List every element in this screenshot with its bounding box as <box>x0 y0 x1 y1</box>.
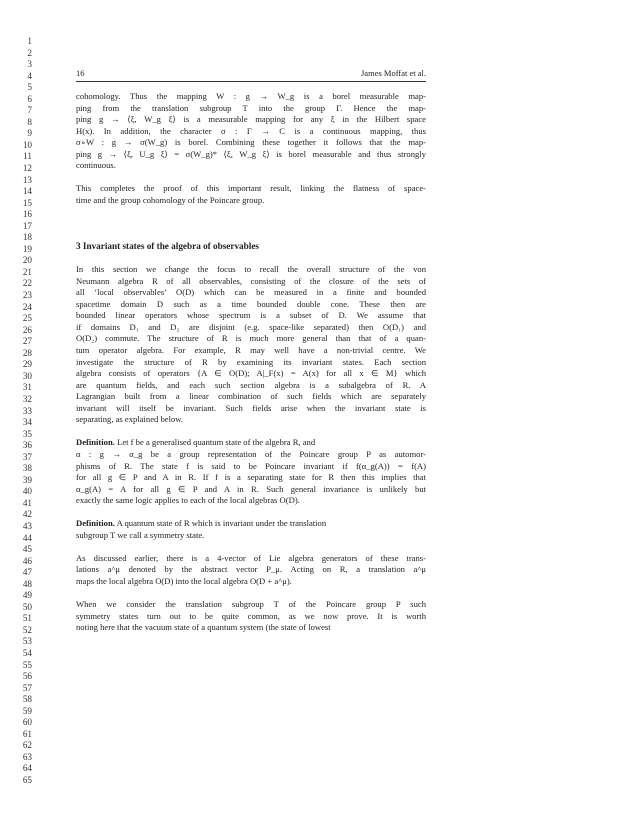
line-number: 6 <box>27 93 32 104</box>
text-line: spacetime domain D such as a time bounded double cone. These then are <box>76 298 426 309</box>
text-line: invariant will itself be invariant. Such fields arise when the invariant state is <box>76 402 426 413</box>
line-number: 56 <box>22 671 32 682</box>
body-text <box>76 91 426 634</box>
line-number: 10 <box>22 139 32 150</box>
line-number: 25 <box>22 313 32 324</box>
definition-1 <box>76 437 426 506</box>
line-number: 38 <box>22 463 32 474</box>
text-line: subgroup T we call a symmetry state. <box>76 529 205 540</box>
line-number: 64 <box>22 763 32 774</box>
text-line: are quantum fields, and each such section algebra is a subalgebra of R. A <box>76 379 426 390</box>
line-number: 44 <box>22 532 32 543</box>
line-number: 4 <box>27 70 32 81</box>
running-authors: James Moffat et al. <box>361 68 426 78</box>
text-line: ping from the translation subgroup T into the group Γ. Hence the map- <box>76 102 426 113</box>
line-number: 54 <box>22 647 32 658</box>
definition-1-line: Let f be a generalised quantum state of the algebra R, and <box>114 437 316 448</box>
line-number: 9 <box>27 128 32 139</box>
line-number: 51 <box>22 613 32 624</box>
text-line: lations a^μ denoted by the abstract vector P_μ. Acting on R, a translation a^μ <box>76 564 426 575</box>
line-number: 11 <box>23 151 32 162</box>
text-line: Neumann algebra R of all observables, consisting of the closure of the sets of <box>76 275 426 286</box>
line-number: 41 <box>22 497 32 508</box>
text-line: O(D₂) commute. The structure of R is much more general than that of a quan- <box>76 333 426 344</box>
text-line: tum operator algebra. For example, R may well have a non-trivial centre. We <box>76 345 426 356</box>
line-number: 39 <box>22 474 32 485</box>
line-number: 8 <box>27 116 32 127</box>
line-number: 1 <box>27 36 32 46</box>
line-number: 53 <box>22 636 32 647</box>
line-number: 60 <box>22 717 32 728</box>
text-line: α : g → α_g be a group representation of the Poincare group P as automor- <box>76 448 426 459</box>
text-line: ping g → ⟨ξ, W_g ξ⟩ is a measurable mapping for any ξ in the Hilbert space <box>76 114 426 125</box>
line-number: 47 <box>22 567 32 578</box>
text-line: phisms of R. The state f is said to be Poincare invariant if f(α_g(A)) = f(A) <box>76 460 426 471</box>
line-number: 57 <box>22 682 32 693</box>
line-number: 17 <box>22 220 32 231</box>
line-number: 7 <box>27 105 32 116</box>
text-line: for all g ∈ P and A in R. If f is a separating state for R then this implies that <box>76 472 426 483</box>
line-number: 46 <box>22 555 32 566</box>
line-number: 42 <box>22 509 32 520</box>
line-number: 24 <box>22 301 32 312</box>
paragraph-3 <box>76 264 426 426</box>
text-line: exactly the same logic applies to each of the local algebras O(D). <box>76 495 300 506</box>
line-number: 27 <box>22 336 32 347</box>
line-number: 61 <box>22 728 32 739</box>
section-title: 3 Invariant states of the algebra of observables <box>76 241 259 252</box>
text-line: symmetry states turn out to be quite common, as we now prove. It is worth <box>76 610 426 621</box>
line-number: 23 <box>22 290 32 301</box>
line-number: 14 <box>22 186 32 197</box>
line-number: 28 <box>22 347 32 358</box>
line-number: 35 <box>22 428 32 439</box>
text-line: When we consider the translation subgroup T of the Poincare group P such <box>76 599 426 610</box>
line-number: 33 <box>22 405 32 416</box>
line-number: 21 <box>22 266 32 277</box>
line-number: 40 <box>22 486 32 497</box>
line-number: 58 <box>22 694 32 705</box>
line-number: 43 <box>22 520 32 531</box>
text-line: time and the group cohomology of the Poincare group. <box>76 194 265 205</box>
definition-2-heading: Definition. <box>76 518 115 529</box>
page-number: 16 <box>76 68 85 78</box>
line-number: 45 <box>22 544 32 555</box>
text-line: σ∘W : g → σ(W_g) is borel. Combining these together it follows that the map- <box>76 137 426 148</box>
line-number: 48 <box>22 578 32 589</box>
line-number: 49 <box>22 590 32 601</box>
page <box>76 68 426 634</box>
paragraph-2 <box>76 183 426 206</box>
text-line: This completes the proof of this important result, linking the flatness of space- <box>76 183 426 194</box>
line-number: 20 <box>22 255 32 266</box>
line-number: 62 <box>22 740 32 751</box>
line-number: 22 <box>22 278 32 289</box>
line-number: 2 <box>27 47 32 58</box>
line-number: 37 <box>22 451 32 462</box>
text-line: As discussed earlier, there is a 4-vector of Lie algebra generators of these trans- <box>76 552 426 563</box>
line-number: 13 <box>22 174 32 185</box>
line-number: 15 <box>22 197 32 208</box>
text-line: continuous. <box>76 160 116 171</box>
text-line: In this section we change the focus to recall the overall structure of the von <box>76 264 426 275</box>
line-number: 26 <box>22 324 32 335</box>
line-number: 36 <box>22 440 32 451</box>
line-number: 30 <box>22 370 32 381</box>
text-line: Lagrangian built from a linear combination of such fields which are separately <box>76 391 426 402</box>
text-line: bounded linear operators whose spectrum is a subset of D. We assume that <box>76 310 426 321</box>
line-number: 29 <box>22 359 32 370</box>
text-line: ping g → ⟨ξ, U_g ξ⟩ = σ(W_g)* ⟨ξ, W_g ξ⟩ is borel measurable and thus strongly <box>76 148 426 159</box>
definition-2 <box>76 518 426 541</box>
text-line: separating, as explained below. <box>76 414 184 425</box>
paragraph-5 <box>76 599 426 634</box>
line-number: 63 <box>22 751 32 762</box>
paragraph-1 <box>76 91 426 172</box>
line-number: 5 <box>27 82 32 93</box>
line-number: 12 <box>22 163 32 174</box>
text-line: α_g(A) = A for all g ∈ P and A in R. Such general invariance is unlikely but <box>76 483 426 494</box>
line-number: 59 <box>22 705 32 716</box>
line-number: 65 <box>22 775 32 785</box>
line-number: 3 <box>27 59 32 70</box>
line-number: 55 <box>22 659 32 670</box>
text-line: maps the local algebra O(D) into the local algebra O(D + a^μ). <box>76 575 292 586</box>
text-line: H(x). In addition, the character σ : Γ → C is a continuous mapping, thus <box>76 125 426 136</box>
line-numbers <box>10 36 32 787</box>
line-number: 32 <box>22 393 32 404</box>
text-line: cohomology. Thus the mapping W : g → W_g is a borel measurable map- <box>76 91 426 101</box>
definition-1-heading: Definition. <box>76 437 115 448</box>
text-line: algebra consists of operators {A ∈ O(D); A|_F(x) = A(x) for all x ∈ M} which <box>76 368 426 379</box>
line-number: 18 <box>22 232 32 243</box>
definition-2-line: A quantum state of R which is invariant under the translation <box>114 518 327 529</box>
running-header <box>76 68 426 82</box>
line-number: 52 <box>22 624 32 635</box>
line-number: 19 <box>22 243 32 254</box>
text-line: noting here that the vacuum state of a quantum system (the state of lowest <box>76 622 331 633</box>
line-number: 34 <box>22 417 32 428</box>
line-number: 16 <box>22 209 32 220</box>
text-line: all ‘local observables’ O(D) which can be measured in a finite and bounded <box>76 287 426 298</box>
line-number: 50 <box>22 601 32 612</box>
paragraph-4 <box>76 553 426 588</box>
line-number: 31 <box>22 382 32 393</box>
text-line: if domains D₁ and D₂ are disjoint (e.g. space-like separated) then O(D₁) and <box>76 321 426 332</box>
text-line: investigate the structure of R by examining its invariant states. Each section <box>76 356 426 367</box>
